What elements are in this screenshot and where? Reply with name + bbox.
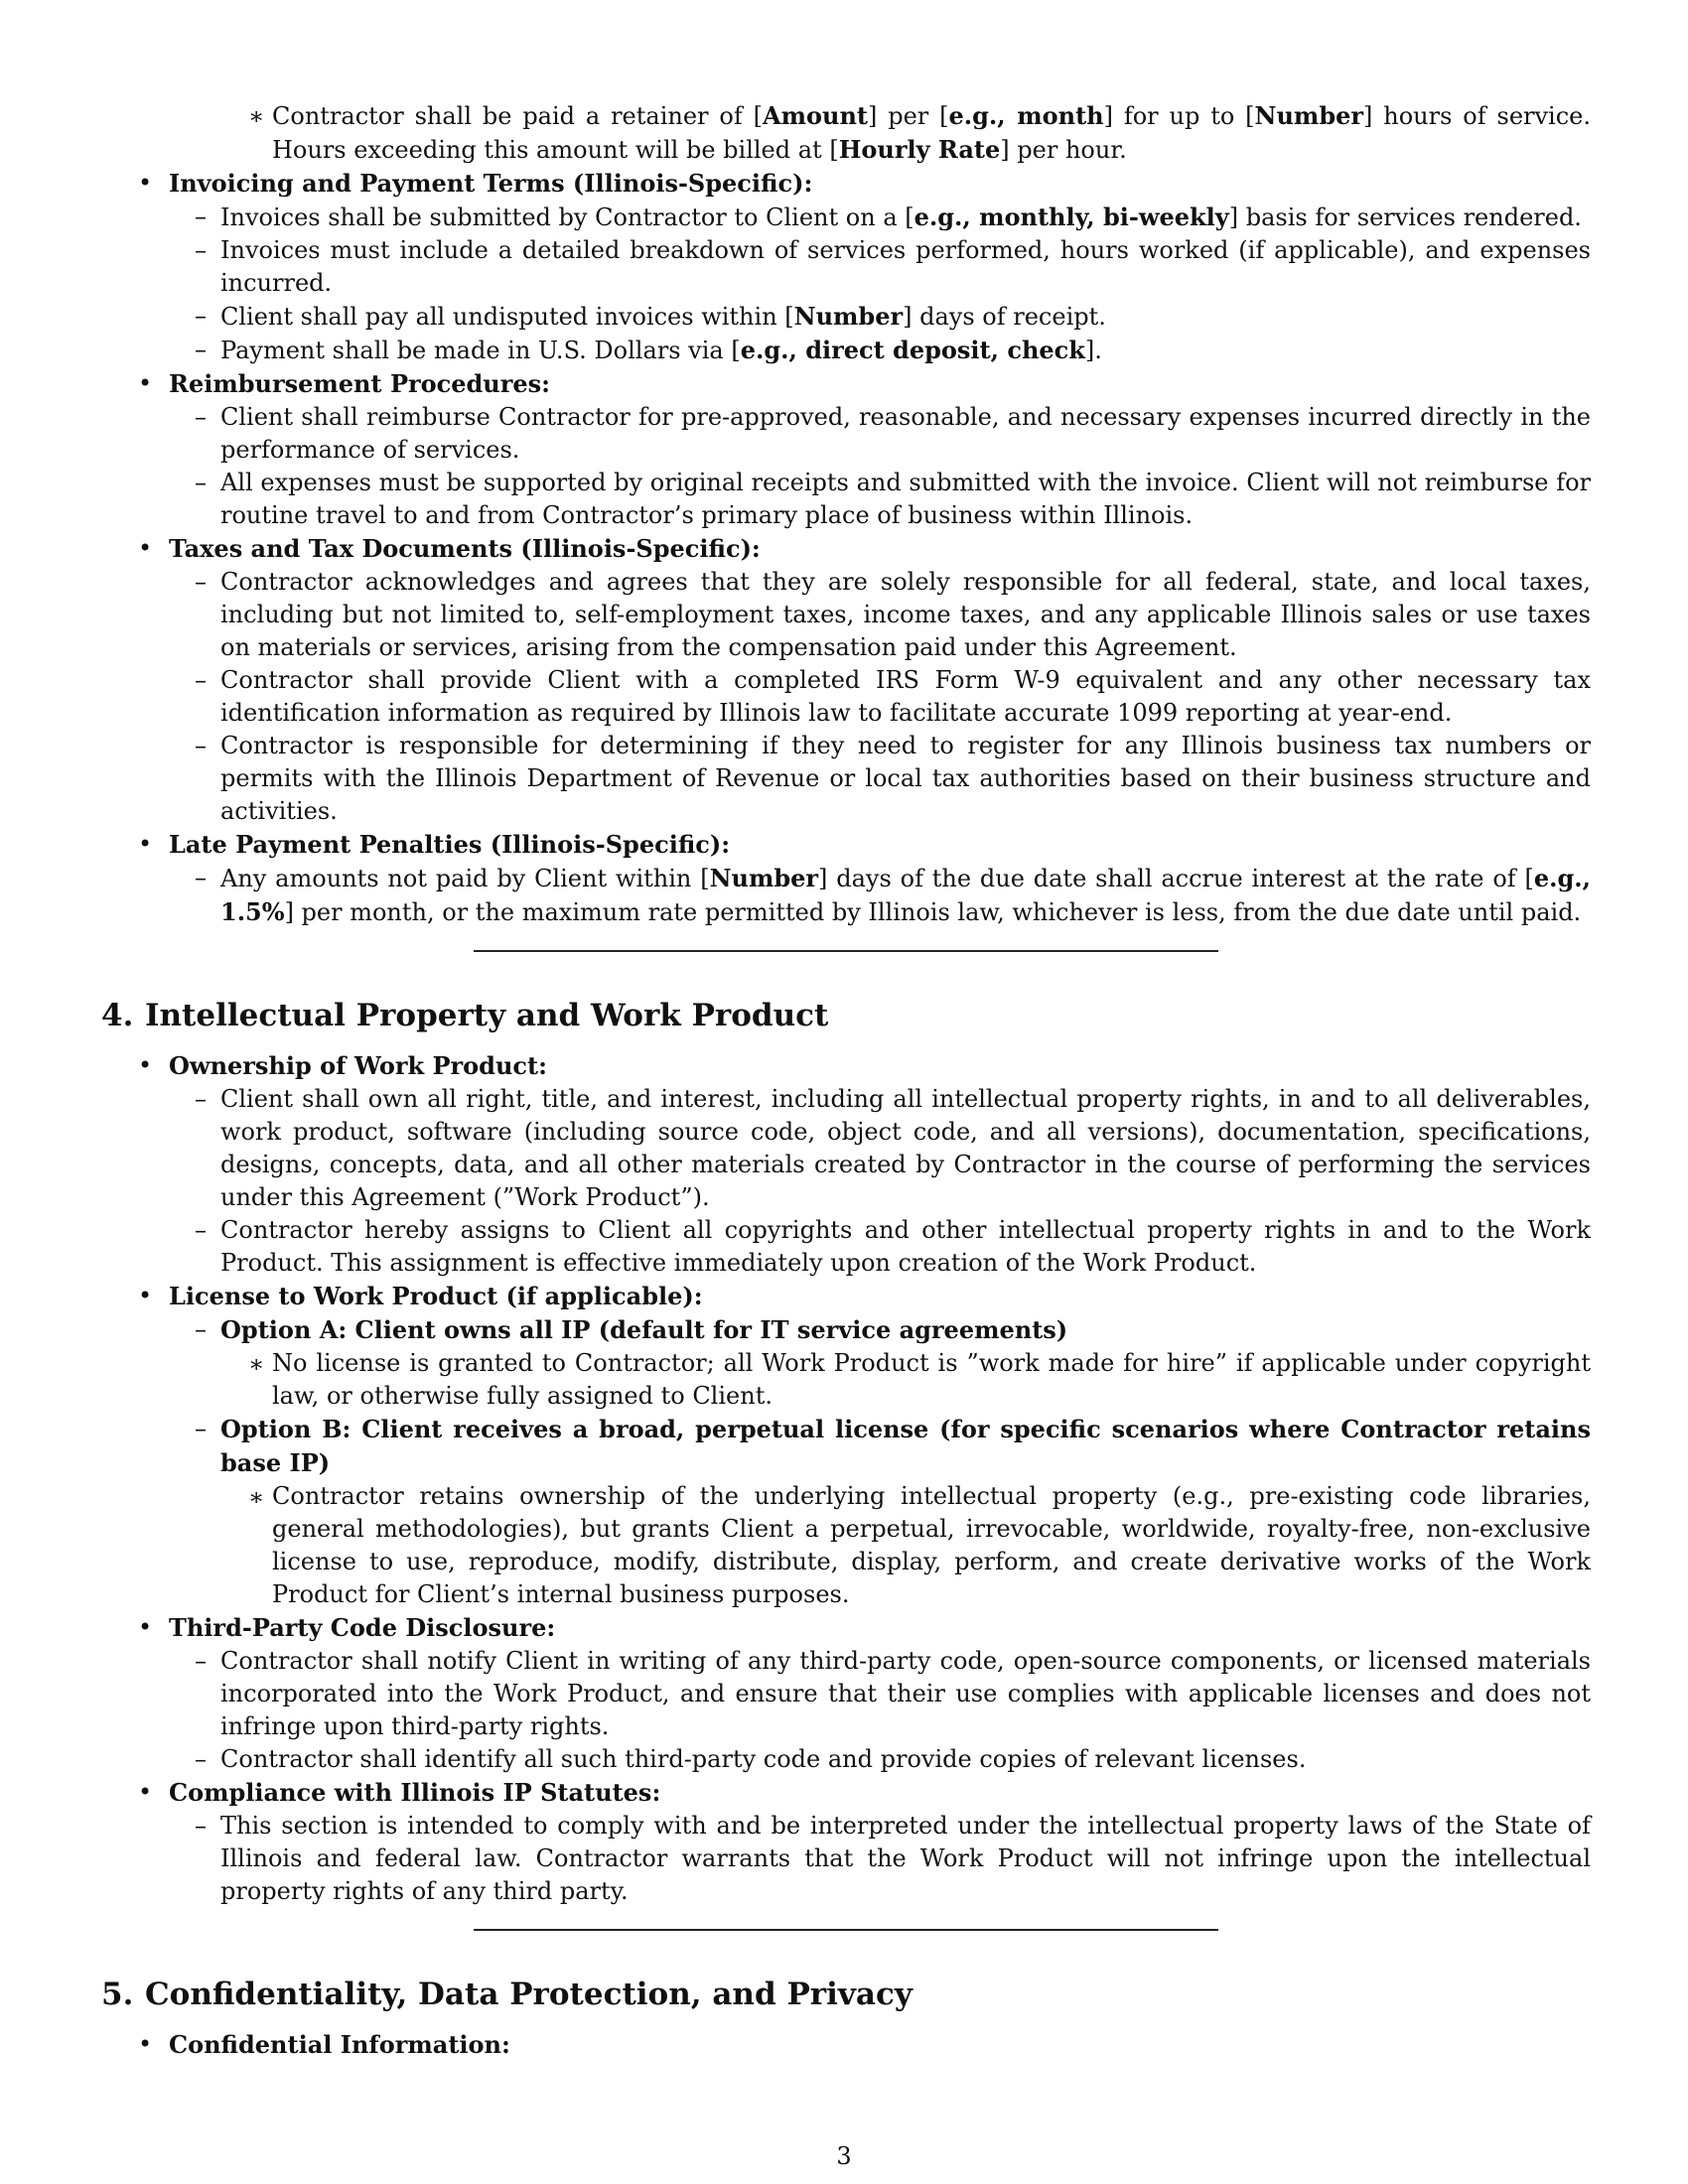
option-a: – Option A: Client owns all IP (default for IT service agreements) ∗ No license is granted to Contractor; all Work Product is ”work made for hire” if applicable under copyright law, or otherwise fully assigned to Client. bbox=[169, 1313, 1591, 1413]
list-item: – Invoices shall be submitted by Contractor to Client on a [e.g., monthly, bi-weekly] basis for services rendered. bbox=[169, 201, 1591, 234]
page-number: 3 bbox=[836, 2142, 852, 2170]
section4-heading: 4. Intellectual Property and Work Product bbox=[101, 998, 829, 1033]
reimbursement-section bbox=[101, 367, 1591, 532]
section5-list bbox=[101, 2028, 1591, 2062]
list-item: – Contractor shall notify Client in writing of any third-party code, open-source components, or licensed materials incorporated into the Work Product, and ensure that their use complies with applicable licenses and does not infringe upon third-party rights. bbox=[169, 1645, 1591, 1743]
page-content bbox=[101, 99, 1591, 2062]
invoicing-title: Invoicing and Payment Terms (Illinois-Specific): bbox=[169, 169, 813, 198]
list-item: – Invoices must include a detailed breakdown of services performed, hours worked (if applicable), and expenses incurred. bbox=[169, 234, 1591, 300]
reimbursement-title: Reimbursement Procedures: bbox=[169, 369, 551, 398]
compliance-section bbox=[101, 1776, 1591, 1908]
list-item: – Contractor shall provide Client with a completed IRS Form W-9 equivalent and any other necessary tax identification information as required by Illinois law to facilitate accurate 1099 reporting at year-end. bbox=[169, 664, 1591, 730]
taxes-title: Taxes and Tax Documents (Illinois-Specific): bbox=[169, 534, 761, 563]
confidential-title: Confidential Information: bbox=[169, 2030, 510, 2059]
license-title: License to Work Product (if applicable): bbox=[169, 1282, 703, 1310]
list-item: – Client shall reimburse Contractor for pre-approved, reasonable, and necessary expenses incurred directly in the performance of services. bbox=[169, 401, 1591, 467]
compliance-title: Compliance with Illinois IP Statutes: bbox=[169, 1778, 661, 1807]
license-section bbox=[101, 1280, 1591, 1611]
list-item: – This section is intended to comply with and be interpreted under the intellectual property laws of the State of Illinois and federal law. Contractor warrants that the Work Product will not infringe upon the intellectual property rights of any third party. bbox=[169, 1810, 1591, 1908]
ownership-title: Ownership of Work Product: bbox=[169, 1051, 547, 1080]
section-divider bbox=[474, 1929, 1218, 1931]
invoicing-section bbox=[101, 167, 1591, 367]
section5-heading: 5. Confidentiality, Data Protection, and Privacy bbox=[101, 1977, 913, 2012]
taxes-section bbox=[101, 532, 1591, 828]
list-item: – Contractor is responsible for determining if they need to register for any Illinois business tax numbers or permits with the Illinois Department of Revenue or local tax authorities based on their business structure and activities. bbox=[169, 730, 1591, 828]
list-item: – Client shall own all right, title, and interest, including all intellectual property rights, in and to all deliverables, work product, software (including source code, object code, and all versions), documentation, specifications, designs, concepts, data, and all other materials created by Contractor in the course of performing the services under this Agreement (”Work Product”). bbox=[169, 1083, 1591, 1214]
section4-list bbox=[101, 1049, 1591, 1908]
late-payment-title: Late Payment Penalties (Illinois-Specific): bbox=[169, 830, 731, 859]
confidential-section bbox=[101, 2028, 1591, 2062]
list-item: – Contractor shall identify all such third-party code and provide copies of relevant licenses. bbox=[169, 1743, 1591, 1776]
third-party-title: Third-Party Code Disclosure: bbox=[169, 1613, 556, 1642]
late-payment-section bbox=[101, 828, 1591, 929]
list-item: – Client shall pay all undisputed invoices within [Number] days of receipt. bbox=[169, 300, 1591, 334]
third-party-section bbox=[101, 1611, 1591, 1776]
section-divider bbox=[474, 950, 1218, 952]
ownership-section bbox=[101, 1049, 1591, 1280]
list-item: – Contractor hereby assigns to Client all copyrights and other intellectual property rights in and to the Work Product. This assignment is effective immediately upon creation of the Work Product. bbox=[169, 1214, 1591, 1280]
retainer-item: ∗ Contractor shall be paid a retainer of [Amount] per [e.g., month] for up to [Number] hours of service. Hours exceeding this amount will be billed at [Hourly Rate] per hour. bbox=[220, 99, 1591, 167]
option-b: – Option B: Client receives a broad, perpetual license (for specific scenarios where Contractor retains base IP) ∗ Contractor retains ownership of the underlying intellectual property (e.g., pre-existing code libraries, general methodologies), but grants Client a perpetual, irrevocable, worldwide, royalty-free, non-exclusive license to use, reproduce, modify, distribute, display, perform, and create derivative works of the Work Product for Client’s internal business purposes. bbox=[169, 1413, 1591, 1611]
list-item: – Any amounts not paid by Client within [Number] days of the due date shall accrue interest at the rate of [e.g., 1.5%] per month, or the maximum rate permitted by Illinois law, whichever is less, from the due date until paid. bbox=[169, 862, 1591, 929]
list-item: – All expenses must be supported by original receipts and submitted with the invoice. Client will not reimburse for routine travel to and from Contractor’s primary place of business within Illinois. bbox=[169, 467, 1591, 532]
list-item: ∗ Contractor retains ownership of the underlying intellectual property (e.g., pre-existing code libraries, general methodologies), but grants Client a perpetual, irrevocable, worldwide, royalty-free, non-exclusive license to use, reproduce, modify, distribute, display, perform, and create derivative works of the Work Product for Client’s internal business purposes. bbox=[220, 1480, 1591, 1611]
list-item: – Contractor acknowledges and agrees that they are solely responsible for all federal, state, and local taxes, including but not limited to, self-employment taxes, income taxes, and any applicable Illinois sales or use taxes on materials or services, arising from the compensation paid under this Agreement. bbox=[169, 566, 1591, 664]
list-item: – Payment shall be made in U.S. Dollars via [e.g., direct deposit, check]. bbox=[169, 334, 1591, 367]
continued-list bbox=[220, 99, 1591, 167]
section3-list bbox=[101, 167, 1591, 929]
list-item: ∗ No license is granted to Contractor; all Work Product is ”work made for hire” if applicable under copyright law, or otherwise fully assigned to Client. bbox=[220, 1347, 1591, 1413]
